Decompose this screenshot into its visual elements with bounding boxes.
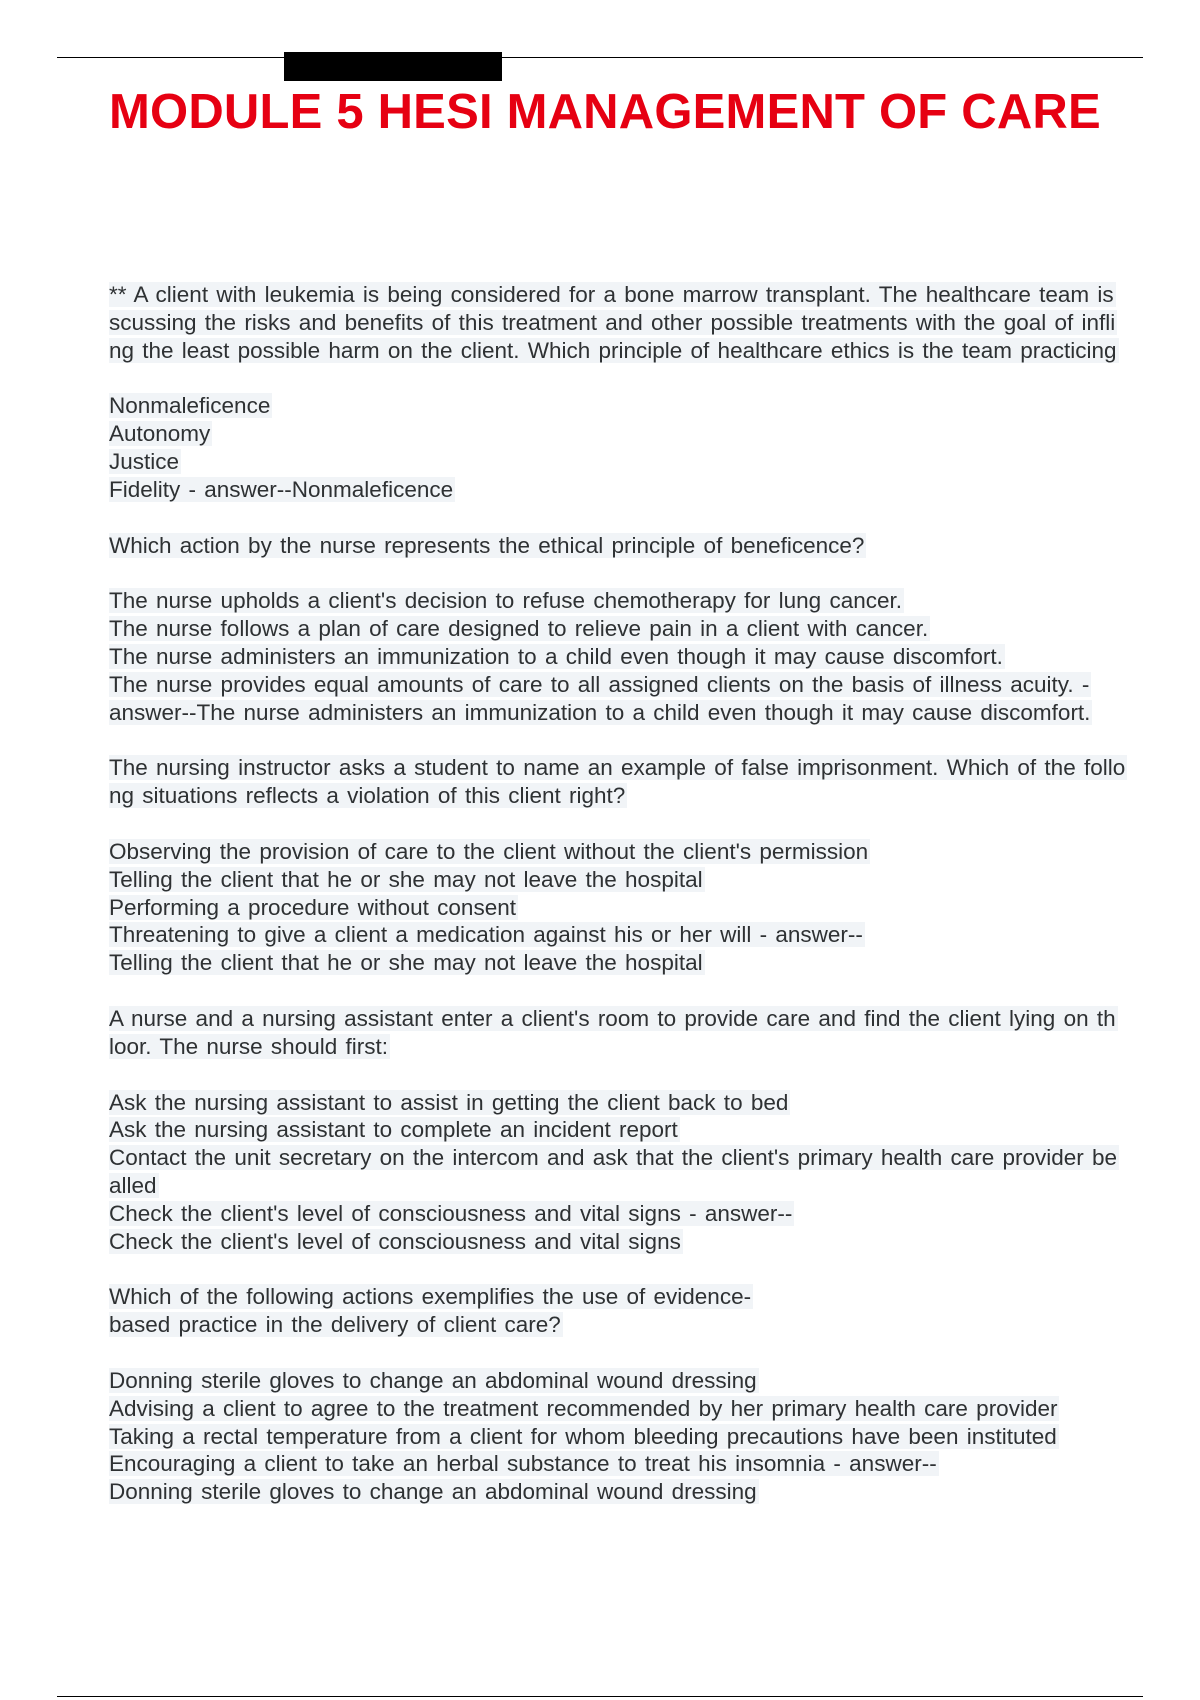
text-line [109,643,1200,671]
line-text: ng the least possible harm on the client. Which principle of healthcare ethics is the team practicing [109,337,1117,363]
line-text: Performing a procedure without consent [109,894,516,920]
text-line [109,392,1200,420]
text-line [109,1116,1200,1144]
text-line [109,1089,1200,1117]
line-text: Taking a rectal temperature from a client for whom bleeding precautions have been instituted [109,1423,1057,1449]
line-text: Encouraging a client to take an herbal substance to treat his insomnia - answer-- [109,1451,937,1477]
line-text: alled [109,1172,157,1198]
line-text: Nonmaleficence [109,393,271,419]
line-text: answer--The nurse administers an immunization to a child even though it may cause discomfort. [109,699,1091,725]
text-line [109,754,1200,782]
paragraph-gap [109,1255,1200,1283]
text-line [109,1005,1200,1033]
line-text: Which of the following actions exemplifies the use of evidence- [109,1284,752,1310]
line-text: A nurse and a nursing assistant enter a client's room to provide care and find the client lying on th [109,1005,1116,1031]
text-block [109,532,1200,560]
paragraph-gap [109,1339,1200,1367]
text-block [109,1089,1200,1256]
text-line [109,1144,1200,1172]
text-block [109,587,1200,726]
paragraph-gap [109,1061,1200,1089]
line-text: Threatening to give a client a medication against his or her will - answer-- [109,922,863,948]
redaction-bar [284,52,502,81]
paragraph-gap [109,726,1200,754]
text-line [109,1033,1200,1061]
line-text: scussing the risks and benefits of this treatment and other possible treatments with the goal of infli [109,309,1116,335]
line-text: Which action by the nurse represents the ethical principle of beneficence? [109,532,865,558]
top-rule [57,57,1143,58]
text-block [109,392,1200,503]
line-text: The nurse upholds a client's decision to refuse chemotherapy for lung cancer. [109,588,902,614]
text-line [109,587,1200,615]
text-block [109,1005,1200,1061]
line-text: Ask the nursing assistant to assist in getting the client back to bed [109,1089,789,1115]
text-line [109,448,1200,476]
line-text: The nurse provides equal amounts of care to all assigned clients on the basis of illness acuity. - [109,671,1090,697]
text-line [109,1172,1200,1200]
line-text: loor. The nurse should first: [109,1033,388,1059]
line-text: ** A client with leukemia is being considered for a bone marrow transplant. The healthcare team is [109,282,1114,307]
text-line [109,894,1200,922]
line-text: The nursing instructor asks a student to name an example of false imprisonment. Which of the follo [109,755,1126,781]
text-line [109,1395,1200,1423]
text-line [109,532,1200,560]
document-title: MODULE 5 HESI MANAGEMENT OF CARE [109,85,1101,139]
text-line [109,1423,1200,1451]
line-text: Advising a client to agree to the treatment recommended by her primary health care provider [109,1395,1058,1421]
text-block [109,1283,1200,1339]
text-line [109,838,1200,866]
line-text: Telling the client that he or she may not leave the hospital [109,950,703,976]
paragraph-gap [109,559,1200,587]
line-text: The nurse administers an immunization to a child even though it may cause discomfort. [109,643,1003,669]
text-block [109,281,1200,364]
line-text: The nurse follows a plan of care designed to relieve pain in a client with cancer. [109,616,929,642]
text-line [109,782,1200,810]
text-line [109,309,1200,337]
line-text: Check the client's level of consciousness and vital signs [109,1228,681,1254]
text-block [109,1367,1200,1506]
line-text: Ask the nursing assistant to complete an incident report [109,1117,678,1143]
bottom-rule [57,1696,1143,1697]
text-block [109,838,1200,977]
text-line [109,671,1200,699]
text-line [109,921,1200,949]
text-line [109,1367,1200,1395]
document-body [109,281,1200,1506]
paragraph-gap [109,810,1200,838]
line-text: Donning sterile gloves to change an abdominal wound dressing [109,1367,757,1393]
text-line [109,1450,1200,1478]
text-line [109,281,1200,309]
line-text: Telling the client that he or she may not leave the hospital [109,866,703,892]
text-line [109,949,1200,977]
line-text: ng situations reflects a violation of this client right? [109,783,626,809]
text-line [109,420,1200,448]
text-block [109,754,1200,810]
text-line [109,615,1200,643]
text-line [109,337,1200,365]
line-text: Justice [109,448,180,474]
line-text: Contact the unit secretary on the intercom and ask that the client's primary health care provider be [109,1145,1118,1171]
text-line [109,1478,1200,1506]
paragraph-gap [109,977,1200,1005]
line-text: Fidelity - answer--Nonmaleficence [109,476,454,502]
text-line [109,1283,1200,1311]
text-line [109,1311,1200,1339]
text-line [109,699,1200,727]
text-line [109,1228,1200,1256]
paragraph-gap [109,364,1200,392]
text-line [109,476,1200,504]
text-line [109,1200,1200,1228]
line-text: Autonomy [109,421,211,447]
line-text: Donning sterile gloves to change an abdominal wound dressing [109,1479,757,1505]
line-text: based practice in the delivery of client care? [109,1312,561,1338]
text-line [109,866,1200,894]
line-text: Check the client's level of consciousness and vital signs - answer-- [109,1200,793,1226]
paragraph-gap [109,504,1200,532]
line-text: Observing the provision of care to the client without the client's permission [109,838,869,864]
